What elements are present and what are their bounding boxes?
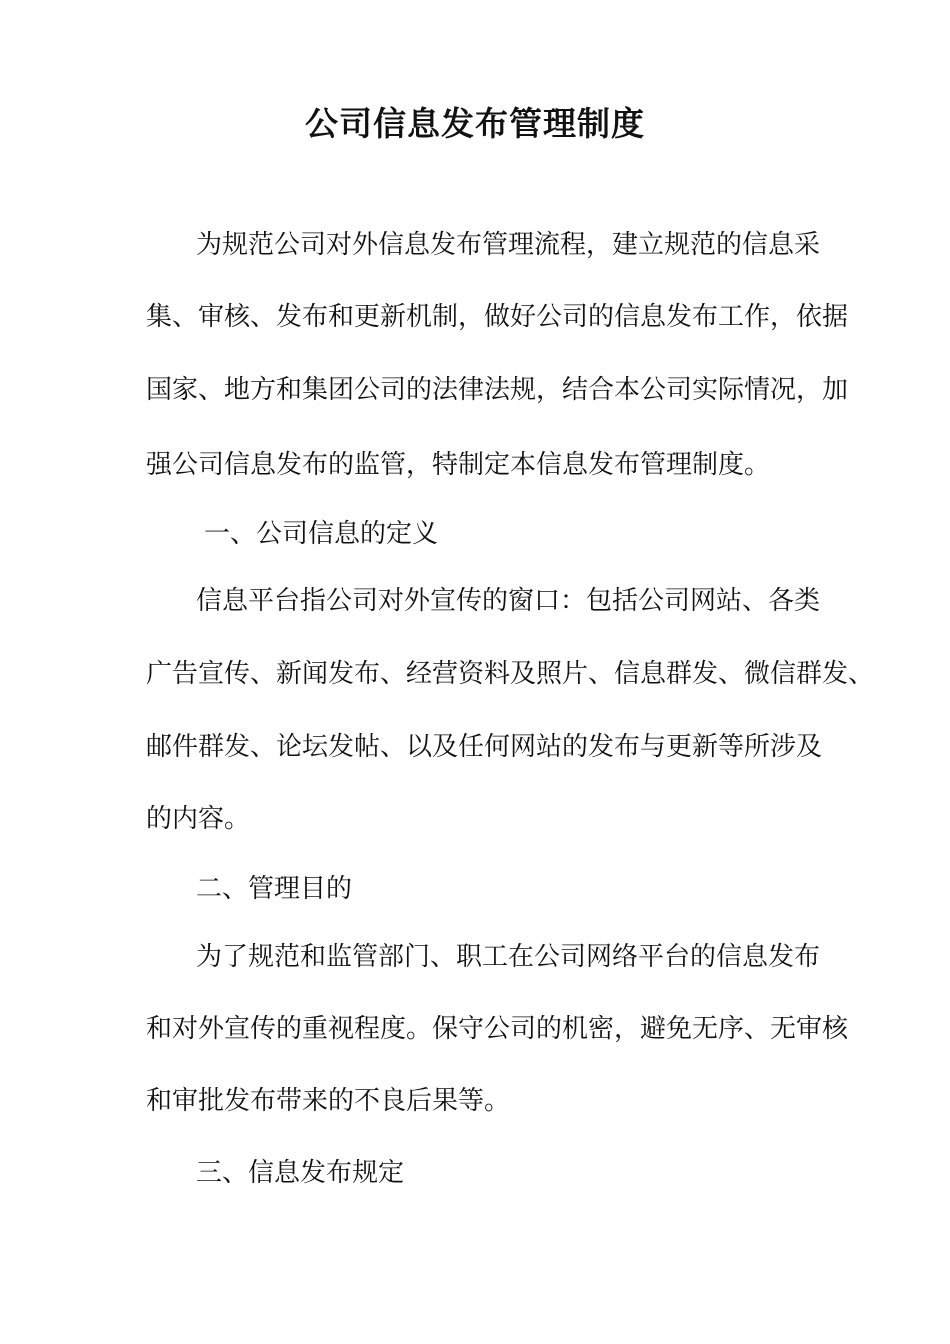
section2-line-3: 和审批发布带来的不良后果等。 xyxy=(146,1086,511,1116)
document-title: 公司信息发布管理制度 xyxy=(305,104,645,143)
section1-line-1: 信息平台指公司对外宣传的窗口：包括公司网站、各类 xyxy=(196,586,821,616)
intro-line-3: 国家、地方和集团公司的法律法规，结合本公司实际情况，加 xyxy=(146,375,849,405)
intro-line-4: 强公司信息发布的监管，特制定本信息发布管理制度。 xyxy=(146,450,771,480)
section2-line-2: 和对外宣传的重视程度。保守公司的机密，避免无序、无审核 xyxy=(146,1014,849,1044)
section1-line-3: 邮件群发、论坛发帖、以及任何网站的发布与更新等所涉及 xyxy=(146,732,823,762)
section1-heading: 一、公司信息的定义 xyxy=(204,519,439,549)
section3-heading: 三、信息发布规定 xyxy=(196,1158,405,1188)
section2-heading: 二、管理目的 xyxy=(196,874,353,904)
intro-line-1: 为规范公司对外信息发布管理流程，建立规范的信息采 xyxy=(196,230,821,260)
section2-line-1: 为了规范和监管部门、职工在公司网络平台的信息发布 xyxy=(196,942,821,972)
intro-line-2: 集、审核、发布和更新机制，做好公司的信息发布工作，依据 xyxy=(146,302,849,332)
section1-line-2: 广告宣传、新闻发布、经营资料及照片、信息群发、微信群发、 xyxy=(146,659,875,689)
section1-line-4: 的内容。 xyxy=(146,804,251,834)
